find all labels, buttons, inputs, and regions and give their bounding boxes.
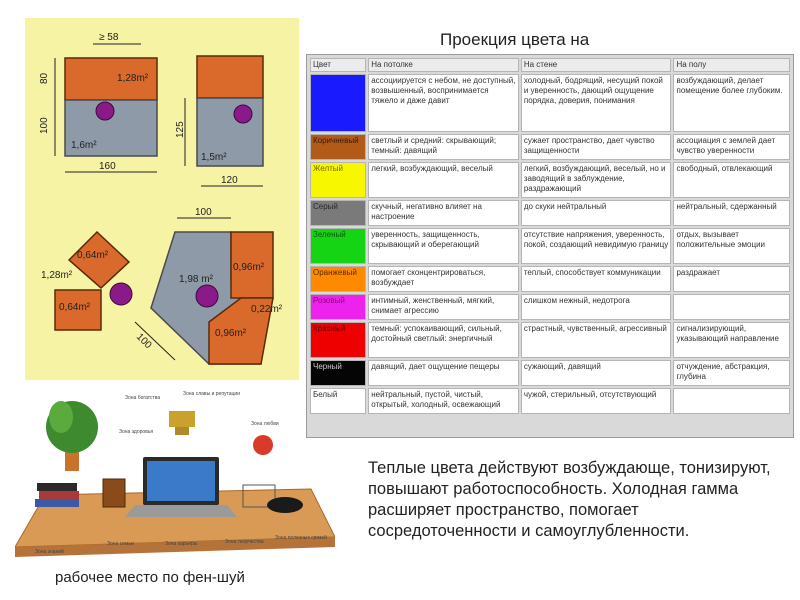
floor-cell: свободный, отвлекающий <box>673 162 790 198</box>
area-label: 0,64m² <box>77 250 109 261</box>
zone-label: Зона полезных связей <box>275 535 327 541</box>
header-color: Цвет <box>310 58 366 72</box>
floor-cell: отчуждение, абстракция, глубина <box>673 360 790 386</box>
table-row <box>310 360 790 386</box>
table-row <box>310 322 790 358</box>
table-row <box>310 228 790 264</box>
ceiling-cell: нейтральный, пустой, чистый, открытый, холодный, освежающий <box>368 388 519 414</box>
floor-cell: нейтральный, сдержанный <box>673 200 790 226</box>
color-projection-table-frame <box>306 54 794 438</box>
area-label: 1,6m² <box>71 140 97 151</box>
area-label: 0,96m² <box>215 328 247 339</box>
area-label: 1,5m² <box>201 152 227 163</box>
zone-label: Зона славы и репутации <box>183 391 240 397</box>
body-paragraph: Теплые цвета действуют возбуждающе, тонизируют, повышают работоспособность. Холодная гамма расширяет пространство, помогает сосредоточенности и самоуглубленности. <box>368 459 771 540</box>
books-icon <box>35 499 79 507</box>
table-title: Проекция цвета на <box>440 30 590 49</box>
dimension-label: 120 <box>221 175 238 186</box>
wall-cell: отсутствие напряжения, уверенность, покой, создающий невидимую границу <box>521 228 672 264</box>
area-label: 0,22m² <box>251 304 283 315</box>
table-row <box>310 200 790 226</box>
color-swatch-cell: Голубой <box>310 74 366 132</box>
ceiling-cell: легкий, возбуждающий, веселый <box>368 162 519 198</box>
color-swatch-cell: Розовый <box>310 294 366 320</box>
table-row <box>310 388 790 414</box>
chair-icon <box>110 283 132 305</box>
wall-cell: слишком нежный, недотрога <box>521 294 672 320</box>
table-row <box>310 266 790 292</box>
area-label: 0,64m² <box>59 302 91 313</box>
ceiling-cell: уверенность, защищенность, скрывающий и оберегающий <box>368 228 519 264</box>
zone-label: Зона творчества <box>225 539 264 545</box>
zone-label: Зона любви <box>251 421 279 427</box>
feng-shui-workspace-illustration <box>15 387 335 567</box>
table-row <box>310 134 790 160</box>
area-label: 0,96m² <box>233 262 265 273</box>
dimension-label: 80 <box>39 72 50 84</box>
color-swatch-cell: Желтый <box>310 162 366 198</box>
color-swatch-cell: Серый <box>310 200 366 226</box>
color-projection-table <box>308 56 792 416</box>
wall-cell: холодный, бодрящий, несущий покой и уверенность, дающий ощущение порядка, доверия, понимания <box>521 74 672 132</box>
photo-frame-icon <box>103 479 125 507</box>
floor-cell: ассоциация с землей дает чувство уверенности <box>673 134 790 160</box>
wall-cell: страстный, чувственный, агрессивный <box>521 322 672 358</box>
zone-label: Зона семьи <box>107 541 134 547</box>
color-swatch-cell: Красный <box>310 322 366 358</box>
wall-cell: до скуки нейтральный <box>521 200 672 226</box>
wall-cell: сужает пространство, дает чувство защищенности <box>521 134 672 160</box>
area-label: 1,28m² <box>117 73 149 84</box>
color-swatch-cell: Зеленый <box>310 228 366 264</box>
alarm-clock-icon <box>253 435 273 455</box>
desk-plan-svg <box>25 18 299 380</box>
floor-cell: возбуждающий, делает помещение более глубоким. <box>673 74 790 132</box>
dimension-label: 100 <box>133 331 154 352</box>
floor-cell <box>673 294 790 320</box>
floor-cell: сигнализирующий, указывающий направление <box>673 322 790 358</box>
header-ceiling: На потолке <box>368 58 519 72</box>
dimension-label: 100 <box>195 207 212 218</box>
color-swatch-cell: Черный <box>310 360 366 386</box>
desk-top-right-upper <box>197 56 263 98</box>
dimension-label: ≥ 58 <box>99 32 119 43</box>
zone-label: Зона карьеры <box>165 541 198 547</box>
area-label: 1,98 m² <box>179 274 213 285</box>
dimension-label: 125 <box>175 121 186 138</box>
wall-cell: чужой, стерильный, отсутствующий <box>521 388 672 414</box>
floor-cell <box>673 388 790 414</box>
ceiling-cell: давящий, дает ощущение пещеры <box>368 360 519 386</box>
table-row <box>310 294 790 320</box>
zone-label: Зона здоровья <box>119 429 154 435</box>
chair-icon <box>234 105 252 123</box>
zone-label: Зона знаний <box>35 549 64 555</box>
ceiling-cell: светлый и средний: скрывающий; темный: давящий <box>368 134 519 160</box>
ceiling-cell: скучный, негативно влияет на настроение <box>368 200 519 226</box>
dimension-label: 160 <box>99 161 116 172</box>
workspace-svg <box>15 387 335 567</box>
dimension-label: 100 <box>39 117 50 134</box>
wall-cell: сужающий, давящий <box>521 360 672 386</box>
ceiling-cell: темный: успокаивающий, сильный, достойный светлый: энергичный <box>368 322 519 358</box>
floor-cell: раздражает <box>673 266 790 292</box>
trophy-icon <box>175 427 189 435</box>
color-swatch-cell: Коричневый <box>310 134 366 160</box>
zone-label: Зона богатства <box>125 395 161 401</box>
header-floor: На полу <box>673 58 790 72</box>
desk-plan-illustration <box>25 18 299 380</box>
laptop-base <box>125 505 237 517</box>
floor-cell: отдых, вызывает положительные эмоции <box>673 228 790 264</box>
ceiling-cell: ассоциируется с небом, не доступный, возвышенный, воспринимается тяжело и даже давит <box>368 74 519 132</box>
area-label: 1,28m² <box>41 270 73 281</box>
chair-icon <box>196 285 218 307</box>
table-header-row <box>310 58 790 72</box>
table-row <box>310 162 790 198</box>
telephone-icon <box>267 497 303 513</box>
color-swatch-cell: Оранжевый <box>310 266 366 292</box>
chair-icon <box>96 102 114 120</box>
wall-cell: теплый, способствует коммуникации <box>521 266 672 292</box>
wall-cell: легкий, возбуждающий, веселый, но и заводящий в заблуждение, раздражающий <box>521 162 672 198</box>
workspace-caption: рабочее место по фен-шуй <box>55 569 245 586</box>
header-wall: На стене <box>521 58 672 72</box>
color-swatch-cell: Белый <box>310 388 366 414</box>
table-row <box>310 74 790 132</box>
ceiling-cell: помогает сконцентрироваться, возбуждает <box>368 266 519 292</box>
ceiling-cell: интимный, женственный, мягкий, снимает агрессию <box>368 294 519 320</box>
